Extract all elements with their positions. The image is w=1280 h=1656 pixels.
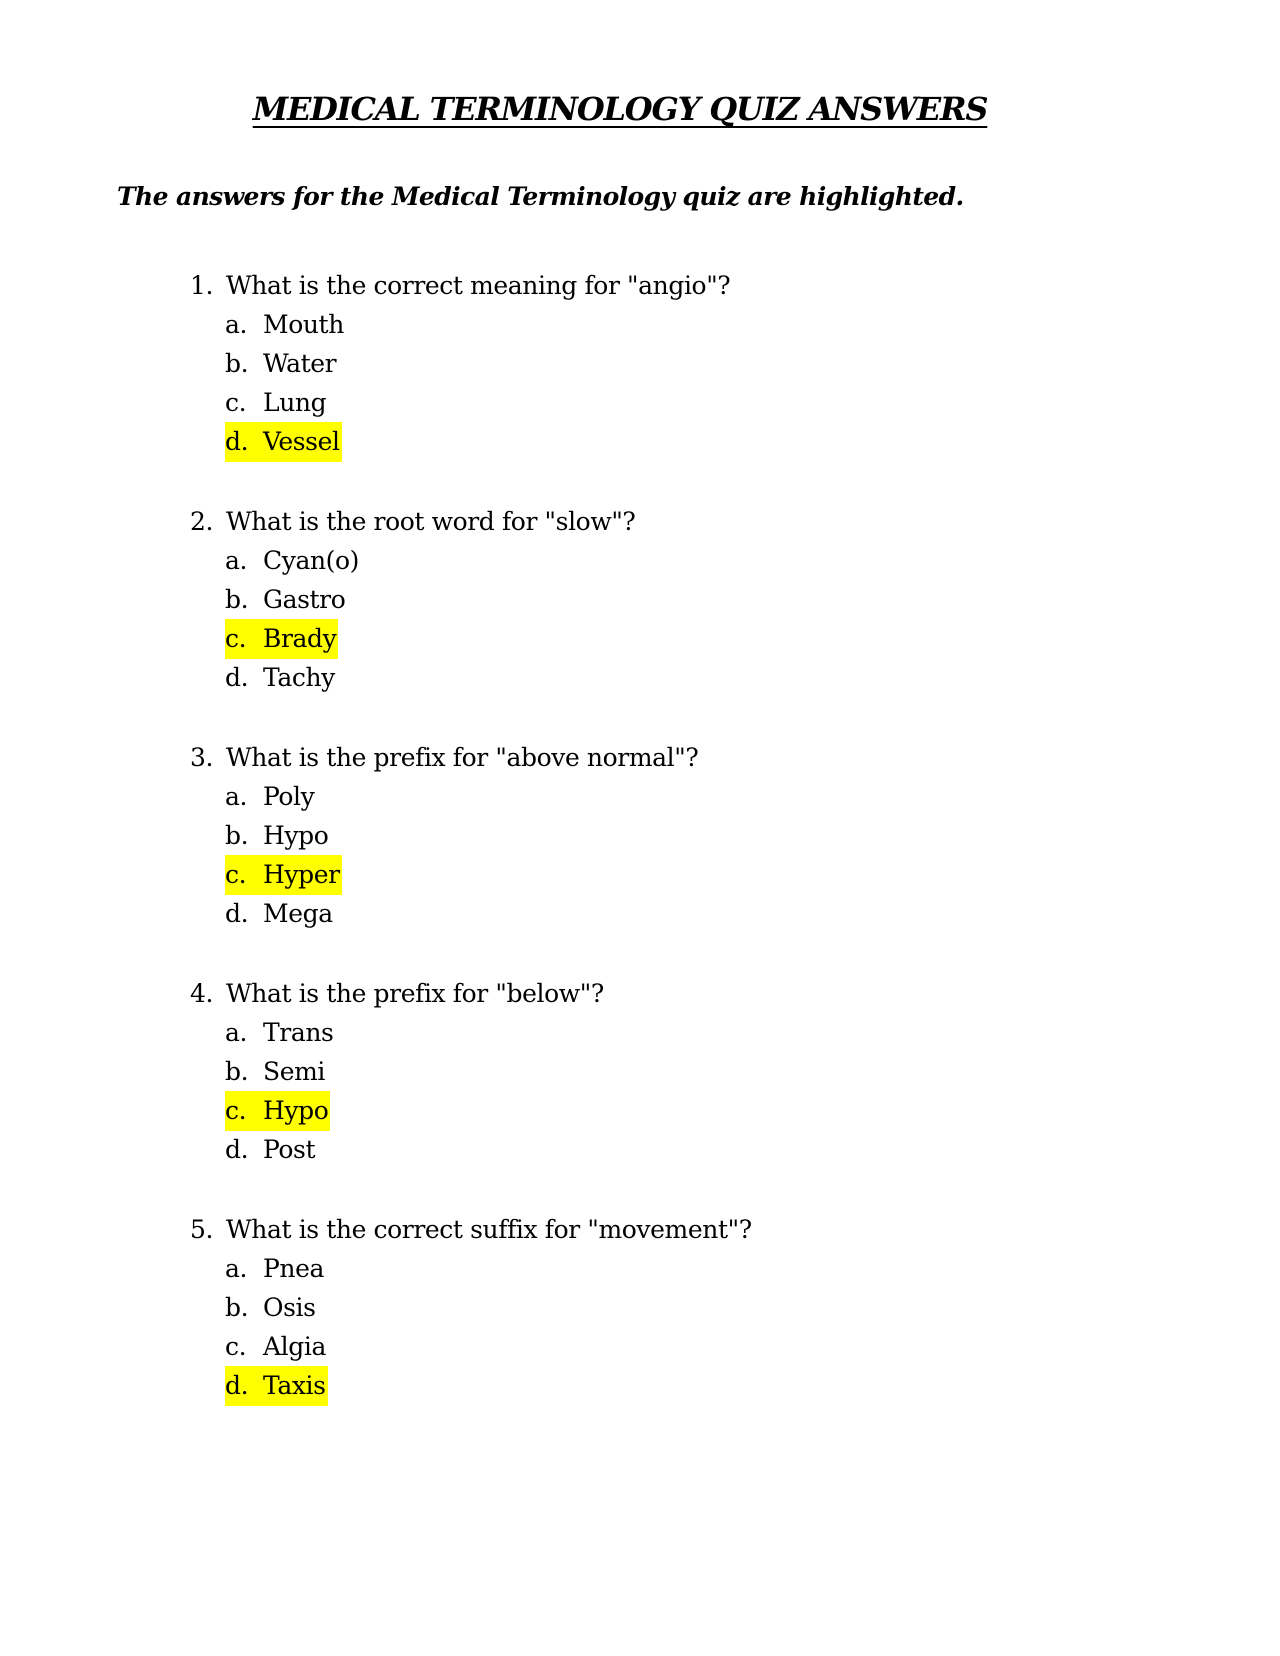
option-text: Mouth <box>263 310 344 339</box>
question-number: 5. <box>190 1215 214 1244</box>
option-letter: a. <box>225 310 248 339</box>
option-text: Water <box>263 349 337 378</box>
question-number: 3. <box>190 743 214 772</box>
correct-answer-highlight <box>225 855 342 895</box>
option-letter: b. <box>225 1293 249 1322</box>
answer-option <box>225 1327 328 1367</box>
answer-option <box>225 344 338 384</box>
option-text: Brady <box>263 624 337 653</box>
option-text: Hypo <box>263 821 329 850</box>
option-text: Taxis <box>263 1371 326 1400</box>
answer-option-content <box>225 1288 318 1328</box>
answer-option <box>225 777 316 817</box>
option-letter: a. <box>225 546 248 575</box>
answer-option-content <box>225 1130 317 1170</box>
question-number: 4. <box>190 979 214 1008</box>
correct-answer-highlight <box>225 422 342 462</box>
intro-text: The answers for the Medical Terminology quiz are highlighted. <box>117 182 964 211</box>
answer-option <box>225 383 328 423</box>
answer-option <box>225 1288 318 1328</box>
question-line <box>190 502 635 542</box>
answer-option-content <box>225 777 316 817</box>
answer-option <box>225 1130 317 1170</box>
option-letter: a. <box>225 1254 248 1283</box>
answer-option <box>225 855 342 895</box>
question-text: What is the prefix for "below"? <box>226 979 604 1008</box>
question-line <box>190 266 730 306</box>
question-number: 1. <box>190 271 214 300</box>
answer-option <box>225 894 335 934</box>
option-text: Poly <box>263 782 315 811</box>
answer-option-content <box>225 1327 328 1367</box>
option-text: Hyper <box>263 860 340 889</box>
option-text: Semi <box>263 1057 326 1086</box>
answer-option-content <box>225 344 338 384</box>
option-letter: b. <box>225 821 249 850</box>
answer-option <box>225 1366 328 1406</box>
option-text: Osis <box>263 1293 316 1322</box>
question-text: What is the prefix for "above normal"? <box>226 743 699 772</box>
answer-option <box>225 816 330 856</box>
answer-option <box>225 619 338 659</box>
answer-option <box>225 1091 330 1131</box>
answer-option <box>225 541 361 581</box>
option-letter: d. <box>225 1135 249 1164</box>
correct-answer-highlight <box>225 619 338 659</box>
question-text: What is the correct suffix for "movement"? <box>226 1215 752 1244</box>
option-text: Post <box>263 1135 316 1164</box>
answer-option-content <box>225 1249 326 1289</box>
option-text: Algia <box>263 1332 326 1361</box>
option-text: Hypo <box>263 1096 329 1125</box>
answer-option-content <box>225 1013 335 1053</box>
option-letter: b. <box>225 585 249 614</box>
option-letter: c. <box>225 1096 247 1125</box>
question-text: What is the root word for "slow"? <box>226 507 636 536</box>
question-number: 2. <box>190 507 214 536</box>
option-letter: d. <box>225 427 249 456</box>
correct-answer-highlight <box>225 1091 330 1131</box>
option-letter: c. <box>225 860 247 889</box>
option-text: Tachy <box>263 663 335 692</box>
answer-option <box>225 305 346 345</box>
question-line <box>190 974 604 1014</box>
answer-option <box>225 1249 326 1289</box>
answer-option-content <box>225 894 335 934</box>
answer-option <box>225 1013 335 1053</box>
option-text: Pnea <box>263 1254 325 1283</box>
option-text: Trans <box>263 1018 334 1047</box>
option-letter: b. <box>225 1057 249 1086</box>
answer-option-content <box>225 383 328 423</box>
option-text: Lung <box>263 388 327 417</box>
answer-option-content <box>225 305 346 345</box>
correct-answer-highlight <box>225 1366 328 1406</box>
option-letter: c. <box>225 388 247 417</box>
answer-option-content <box>225 580 347 620</box>
option-text: Mega <box>263 899 333 928</box>
answer-option-content <box>225 541 361 581</box>
option-letter: b. <box>225 349 249 378</box>
answer-option-content <box>225 816 330 856</box>
option-letter: a. <box>225 782 248 811</box>
question-text: What is the correct meaning for "angio"? <box>226 271 731 300</box>
option-letter: d. <box>225 1371 249 1400</box>
answer-option <box>225 580 347 620</box>
option-letter: c. <box>225 624 247 653</box>
option-text: Cyan(o) <box>263 546 360 575</box>
option-letter: d. <box>225 663 249 692</box>
option-text: Gastro <box>263 585 346 614</box>
question-line <box>190 1210 752 1250</box>
option-letter: d. <box>225 899 249 928</box>
answer-option <box>225 422 342 462</box>
answer-option <box>225 1052 327 1092</box>
page-title: MEDICAL TERMINOLOGY QUIZ ANSWERS <box>252 90 988 128</box>
answer-option <box>225 658 337 698</box>
answer-option-content <box>225 658 337 698</box>
answer-option-content <box>225 1052 327 1092</box>
question-line <box>190 738 698 778</box>
option-text: Vessel <box>263 427 340 456</box>
option-letter: c. <box>225 1332 247 1361</box>
option-letter: a. <box>225 1018 248 1047</box>
